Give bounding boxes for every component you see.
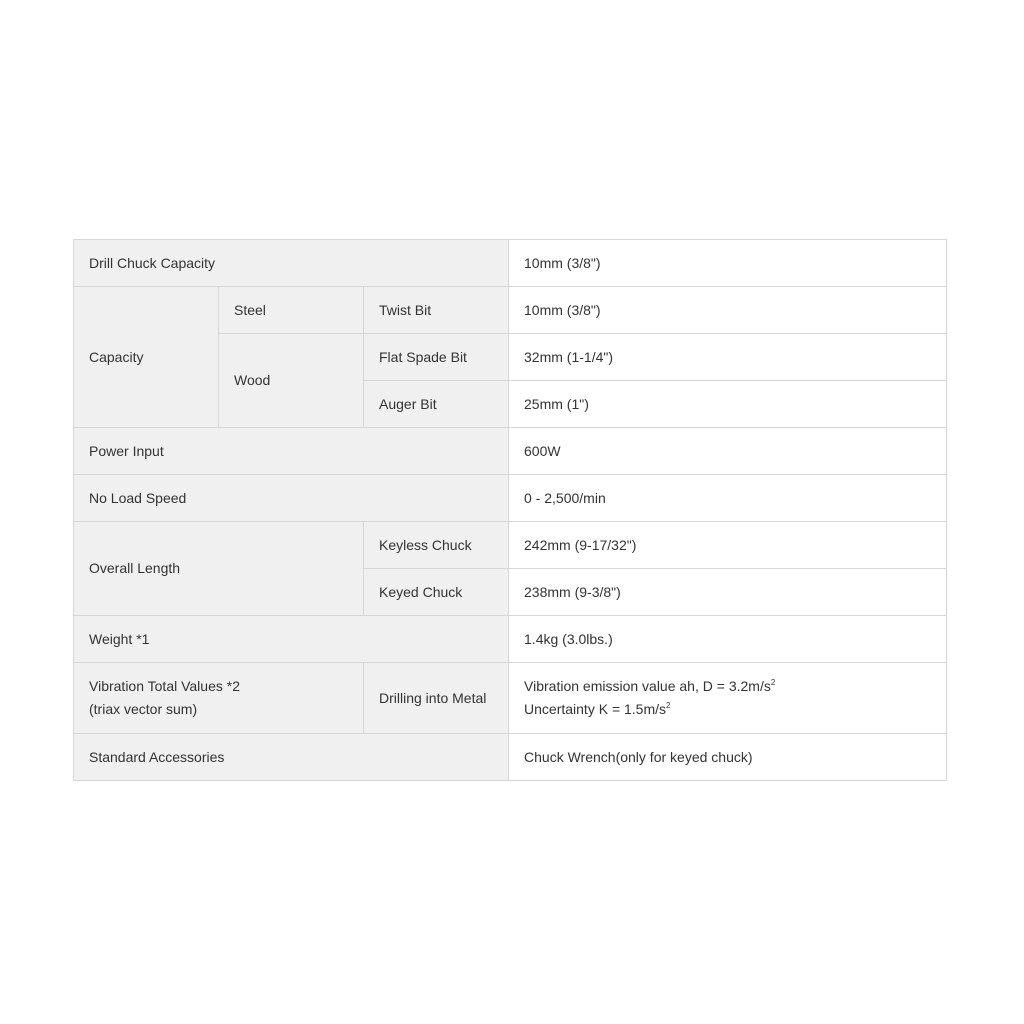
spec-label: Capacity bbox=[74, 287, 219, 428]
spec-sublabel: Drilling into Metal bbox=[364, 663, 509, 734]
spec-label: Drill Chuck Capacity bbox=[74, 240, 509, 287]
spec-label: Overall Length bbox=[74, 522, 364, 616]
table-row bbox=[74, 616, 947, 663]
superscript-squared: 2 bbox=[666, 701, 671, 710]
spec-value: 32mm (1-1/4") bbox=[509, 334, 947, 381]
table-row bbox=[74, 734, 947, 781]
vibration-uncertainty-text: Uncertainty K = 1.5m/s bbox=[524, 701, 667, 717]
spec-sublabel: Auger Bit bbox=[364, 381, 509, 428]
vibration-label-line1: Vibration Total Values *2 bbox=[89, 678, 240, 694]
spec-value: 0 - 2,500/min bbox=[509, 475, 947, 522]
spec-value bbox=[509, 663, 947, 734]
spec-value: 238mm (9-3/8") bbox=[509, 569, 947, 616]
table-row bbox=[74, 663, 947, 734]
spec-value: Chuck Wrench(only for keyed chuck) bbox=[509, 734, 947, 781]
spec-value: 10mm (3/8") bbox=[509, 287, 947, 334]
spec-value: 10mm (3/8") bbox=[509, 240, 947, 287]
spec-sublabel: Flat Spade Bit bbox=[364, 334, 509, 381]
spec-label bbox=[74, 663, 364, 734]
spec-value: 25mm (1") bbox=[509, 381, 947, 428]
spec-label: No Load Speed bbox=[74, 475, 509, 522]
spec-sublabel: Twist Bit bbox=[364, 287, 509, 334]
spec-label: Power Input bbox=[74, 428, 509, 475]
spec-sublabel: Wood bbox=[219, 334, 364, 428]
vibration-label-line2: (triax vector sum) bbox=[89, 701, 198, 717]
spec-table bbox=[73, 239, 947, 781]
spec-value: 242mm (9-17/32") bbox=[509, 522, 947, 569]
spec-value: 1.4kg (3.0lbs.) bbox=[509, 616, 947, 663]
spec-sublabel: Keyed Chuck bbox=[364, 569, 509, 616]
table-row bbox=[74, 475, 947, 522]
table-row bbox=[74, 240, 947, 287]
table-row bbox=[74, 287, 947, 334]
spec-value: 600W bbox=[509, 428, 947, 475]
spec-sublabel: Steel bbox=[219, 287, 364, 334]
spec-label: Weight *1 bbox=[74, 616, 509, 663]
spec-label: Standard Accessories bbox=[74, 734, 509, 781]
table-row bbox=[74, 522, 947, 569]
vibration-emission-text: Vibration emission value ah, D = 3.2m/s bbox=[524, 678, 771, 694]
spec-sublabel: Keyless Chuck bbox=[364, 522, 509, 569]
table-row bbox=[74, 428, 947, 475]
superscript-squared: 2 bbox=[770, 678, 776, 687]
